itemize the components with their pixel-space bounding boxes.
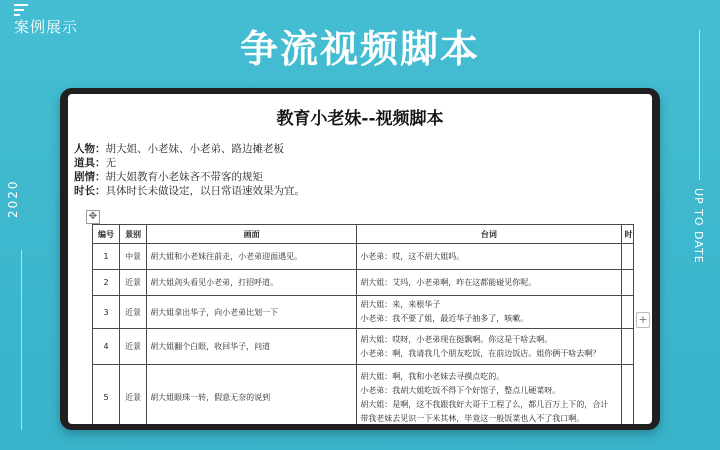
dialogue-line: 胡大姐：哎呀，小老弟现在挺飘啊。你这是干啥去啊。 <box>360 334 553 344</box>
table-row <box>93 329 634 365</box>
cell-time <box>621 329 634 365</box>
header-time: 时 <box>621 225 634 244</box>
cell-time <box>621 296 634 329</box>
info-key: 人物 <box>74 143 95 155</box>
cell-number: 4 <box>93 329 120 365</box>
dialogue-line: 小老弟：我不要了姐，最近华子抽多了，咳嗽。 <box>360 314 529 323</box>
header-number: 编号 <box>93 225 120 244</box>
info-colon: ： <box>95 143 106 155</box>
tablet-screen <box>68 94 652 424</box>
tablet-frame <box>60 88 660 430</box>
cell-shot: 中景 <box>120 244 147 270</box>
add-column-button[interactable]: + <box>636 312 650 328</box>
table-row <box>93 270 634 296</box>
cell-time <box>621 270 634 296</box>
side-tagline: UP TO DATE <box>692 188 705 264</box>
cell-shot: 近景 <box>120 329 147 365</box>
info-value: 胡大姐、小老妹、小老弟、路边摊老板 <box>105 143 284 155</box>
brand-label: 案例展示 <box>14 18 79 36</box>
cell-shot: 近景 <box>120 296 147 329</box>
dialogue-line: 胡大姐：来，来根华子 <box>360 300 441 309</box>
info-colon: ： <box>95 171 106 183</box>
cell-dialogue <box>357 244 621 270</box>
cell-shot: 近景 <box>120 365 147 425</box>
dialogue-line: 带我老妹去见识一下米其林，毕竟这一般饭菜也入不了我口啊。 <box>360 413 585 423</box>
cell-time <box>621 244 634 270</box>
dialogue-line: 小老弟：啊，我请我几个朋友吃饭，在前边饭店。姐你俩干啥去啊？ <box>360 348 601 358</box>
cell-scene: 胡大姐剑头看见小老弟，打招呼道。 <box>147 270 357 296</box>
cell-number: 1 <box>93 244 120 270</box>
side-left-divider <box>21 250 22 430</box>
script-table <box>92 224 634 424</box>
cell-number: 2 <box>93 270 120 296</box>
table-row <box>93 244 634 270</box>
info-value: 无 <box>105 157 116 169</box>
info-value: 胡大姐教育小老妹吝不带客的规矩 <box>105 171 263 183</box>
cell-dialogue <box>357 365 621 425</box>
dialogue-line: 胡大姐：艾玛，小老弟啊，咋在这都能碰见你呢。 <box>360 277 537 287</box>
table-header-row <box>93 225 634 244</box>
dialogue-line: 胡大姐：啊，我和小老妹去寻摸点吃的。 <box>360 371 505 381</box>
cell-dialogue <box>357 329 621 365</box>
cell-scene: 胡大姐眼珠一转，假意无奈的说到 <box>147 365 357 425</box>
side-year: 2020 <box>6 179 20 218</box>
table-row <box>93 365 634 425</box>
info-colon: ： <box>95 157 106 169</box>
cell-shot: 近景 <box>120 270 147 296</box>
info-value: 具体时长未做设定，以日常语速效果为宜。 <box>105 185 305 197</box>
dialogue-line: 胡大姐：是啊，这不我跟我好大哥干工程了么，都几百万上下的，合计 <box>360 399 609 409</box>
header-shot: 景别 <box>120 225 147 244</box>
table-row <box>93 296 634 329</box>
header-scene: 画面 <box>147 225 357 244</box>
info-row-duration <box>74 184 634 198</box>
info-row-characters <box>74 142 634 156</box>
dialogue-line: 小老弟：哎，这不胡大姐吗。 <box>360 251 465 261</box>
cell-number: 3 <box>93 296 120 329</box>
side-right-divider <box>699 30 700 180</box>
page-title: 争流视频脚本 <box>239 27 480 71</box>
cell-number: 5 <box>93 365 120 425</box>
cell-scene: 胡大姐拿出华子，向小老弟比划一下 <box>147 296 357 329</box>
info-row-plot <box>74 170 634 184</box>
document-title: 教育小老妹--视频脚本 <box>276 109 444 129</box>
info-colon: ： <box>95 185 106 197</box>
info-key: 时长 <box>74 185 95 197</box>
menu-lines-icon <box>14 4 38 16</box>
info-row-props <box>74 156 634 170</box>
document-info <box>74 142 634 198</box>
dialogue-line: 小老弟：我胡大姐吃饭不得下个好馆子，整点儿硬菜呀。 <box>360 385 561 395</box>
cell-scene: 胡大姐翻个白眼，收回华子，问道 <box>147 329 357 365</box>
cell-dialogue <box>357 270 621 296</box>
cell-time <box>621 365 634 425</box>
info-key: 道具 <box>74 157 95 169</box>
info-key: 剧情 <box>74 171 95 183</box>
header-dialogue: 台词 <box>357 225 621 244</box>
brand <box>14 4 79 36</box>
table-move-handle-icon[interactable]: ✥ <box>86 210 100 224</box>
cell-dialogue <box>357 296 621 329</box>
cell-scene: 胡大姐和小老妹往前走，小老弟迎面遇见。 <box>147 244 357 270</box>
